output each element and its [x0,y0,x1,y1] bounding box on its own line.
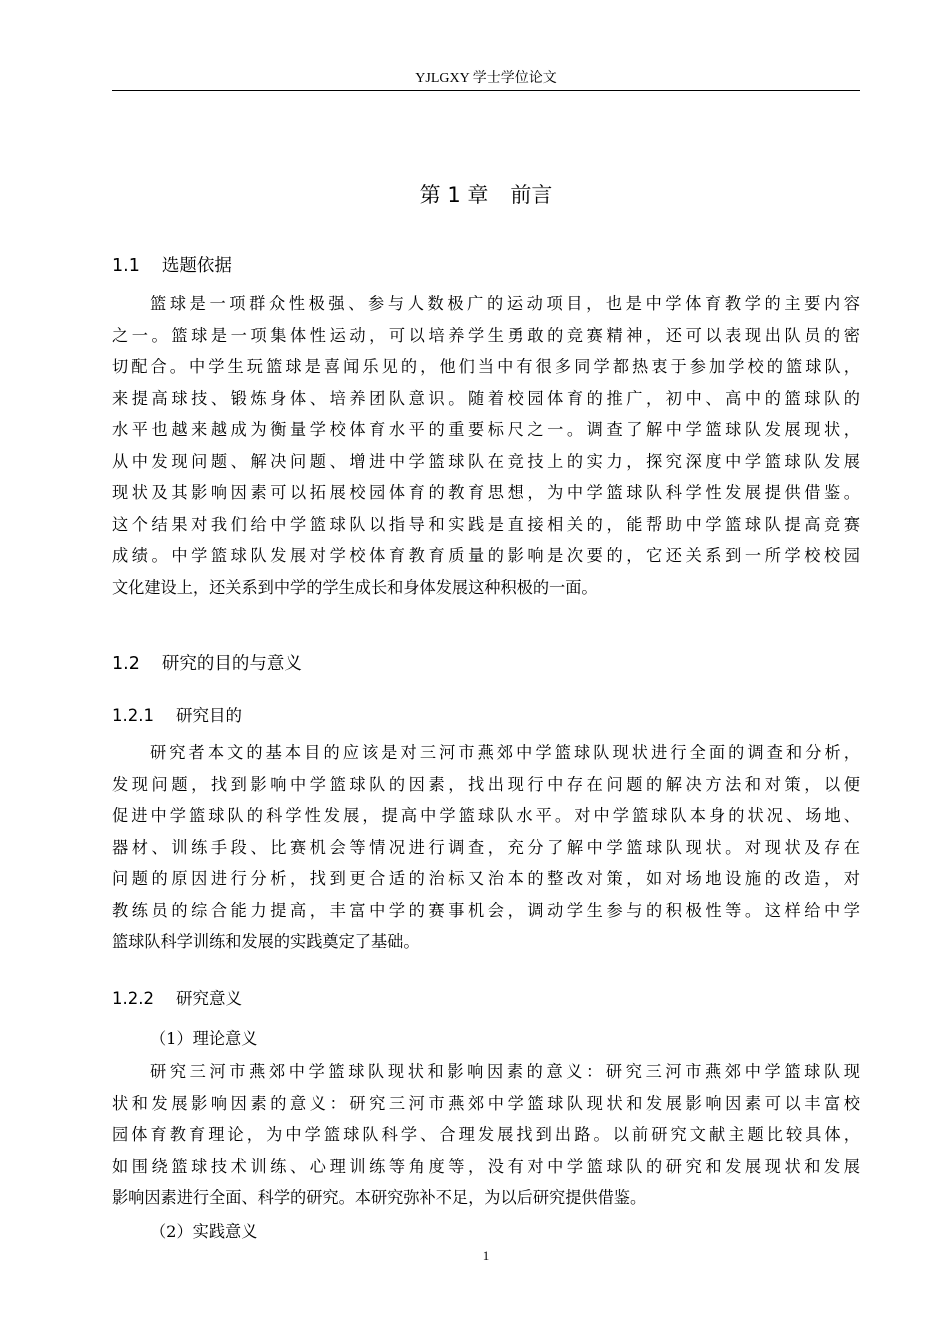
section-title: 研究的目的与意义 [161,654,302,674]
paragraph-line: 篮球是一项群众性极强、参与人数极广的运动项目，也是中学体育教学的主要内容 [150,294,860,313]
section-number: 1.2.1 [112,706,154,725]
item-label-practice: （2）实践意义 [150,1222,258,1241]
paragraph-line: 成绩。中学篮球队发展对学校体育教育质量的影响是次要的，它还关系到一所学校校园 [112,546,860,565]
paragraph-line: 研究三河市燕郊中学篮球队现状和影响因素的意义：研究三河市燕郊中学篮球队现 [150,1062,860,1081]
section-title: 研究目的 [175,706,242,725]
chapter-name: 前言 [510,183,553,207]
section-title: 研究意义 [175,989,242,1008]
paragraph-line: 器材、训练手段、比赛机会等情况进行调查，充分了解中学篮球队现状。对现状及存在 [112,837,860,857]
paragraph-line: 切配合。中学生玩篮球是喜闻乐见的，他们当中有很多同学都热衷于参加学校的篮球队， [112,357,860,376]
page-number: 1 [482,1248,490,1263]
running-header: YJLGXY 学士学位论文 [415,71,557,86]
paragraph-line: 如围绕篮球技术训练、心理训练等角度等，没有对中学篮球队的研究和发展现状和发展 [112,1156,860,1176]
section-number: 1.1 [112,256,140,276]
paragraph-research-purpose [112,737,860,958]
section-number: 1.2 [112,654,140,674]
paragraph-line: 发现问题，找到影响中学篮球队的因素，找出现行中存在问题的解决方法和对策，以便 [112,774,860,794]
paragraph-line: 影响因素进行全面、科学的研究。本研究弥补不足，为以后研究提供借鉴。 [112,1188,647,1207]
paragraph-line: 教练员的综合能力提高，丰富中学的赛事机会，调动学生参与的积极性等。这样给中学 [112,900,860,920]
item-label-theory: （1）理论意义 [150,1029,258,1048]
chapter-number: 第 1 章 [419,183,489,207]
paragraph-theoretical-significance [112,1056,860,1214]
paragraph-line: 来提高球技、锻炼身体、培养团队意识。随着校园体育的推广，初中、高中的篮球队的 [112,388,860,408]
paragraph-line: 篮球队科学训练和发展的实践奠定了基础。 [112,932,420,951]
chapter-title [112,180,860,210]
section-heading-1-2-1 [112,704,242,728]
section-heading-1-1 [112,254,232,278]
paragraph-line: 问题的原因进行分析，找到更合适的治标又治本的整改对策，如对场地设施的改造，对 [112,869,860,888]
paragraph-line: 水平也越来越成为衡量学校体育水平的重要标尺之一。调查了解中学篮球队发展现状， [112,420,860,439]
paragraph-line: 园体育教育理论，为中学篮球队科学、合理发展找到出路。以前研究文献主题比较具体， [112,1125,860,1144]
section-heading-1-2-2 [112,987,242,1011]
paragraph-topic-basis [112,288,860,603]
paragraph-line: 促进中学篮球队的科学性发展，提高中学篮球队水平。对中学篮球队本身的状况、场地、 [112,806,860,825]
paragraph-line: 现状及其影响因素可以拓展校园体育的教育思想，为中学篮球队科学性发展提供借鉴。 [112,483,860,502]
paragraph-line: 研究者本文的基本目的应该是对三河市燕郊中学篮球队现状进行全面的调查和分析， [150,743,860,762]
paragraph-line: 之一。篮球是一项集体性运动，可以培养学生勇敢的竞赛精神，还可以表现出队员的密 [112,325,860,345]
section-heading-1-2 [112,652,302,676]
paragraph-line: 状和发展影响因素的意义：研究三河市燕郊中学篮球队现状和发展影响因素可以丰富校 [112,1093,860,1113]
section-title: 选题依据 [161,256,232,276]
paragraph-line: 这个结果对我们给中学篮球队以指导和实践是直接相关的，能帮助中学篮球队提高竞赛 [112,514,860,534]
header-rule [112,90,860,91]
paragraph-line: 从中发现问题、解决问题、增进中学篮球队在竞技上的实力，探究深度中学篮球队发展 [112,451,860,471]
paragraph-line: 文化建设上，还关系到中学的学生成长和身体发展这种积极的一面。 [112,577,598,597]
section-number: 1.2.2 [112,989,154,1008]
